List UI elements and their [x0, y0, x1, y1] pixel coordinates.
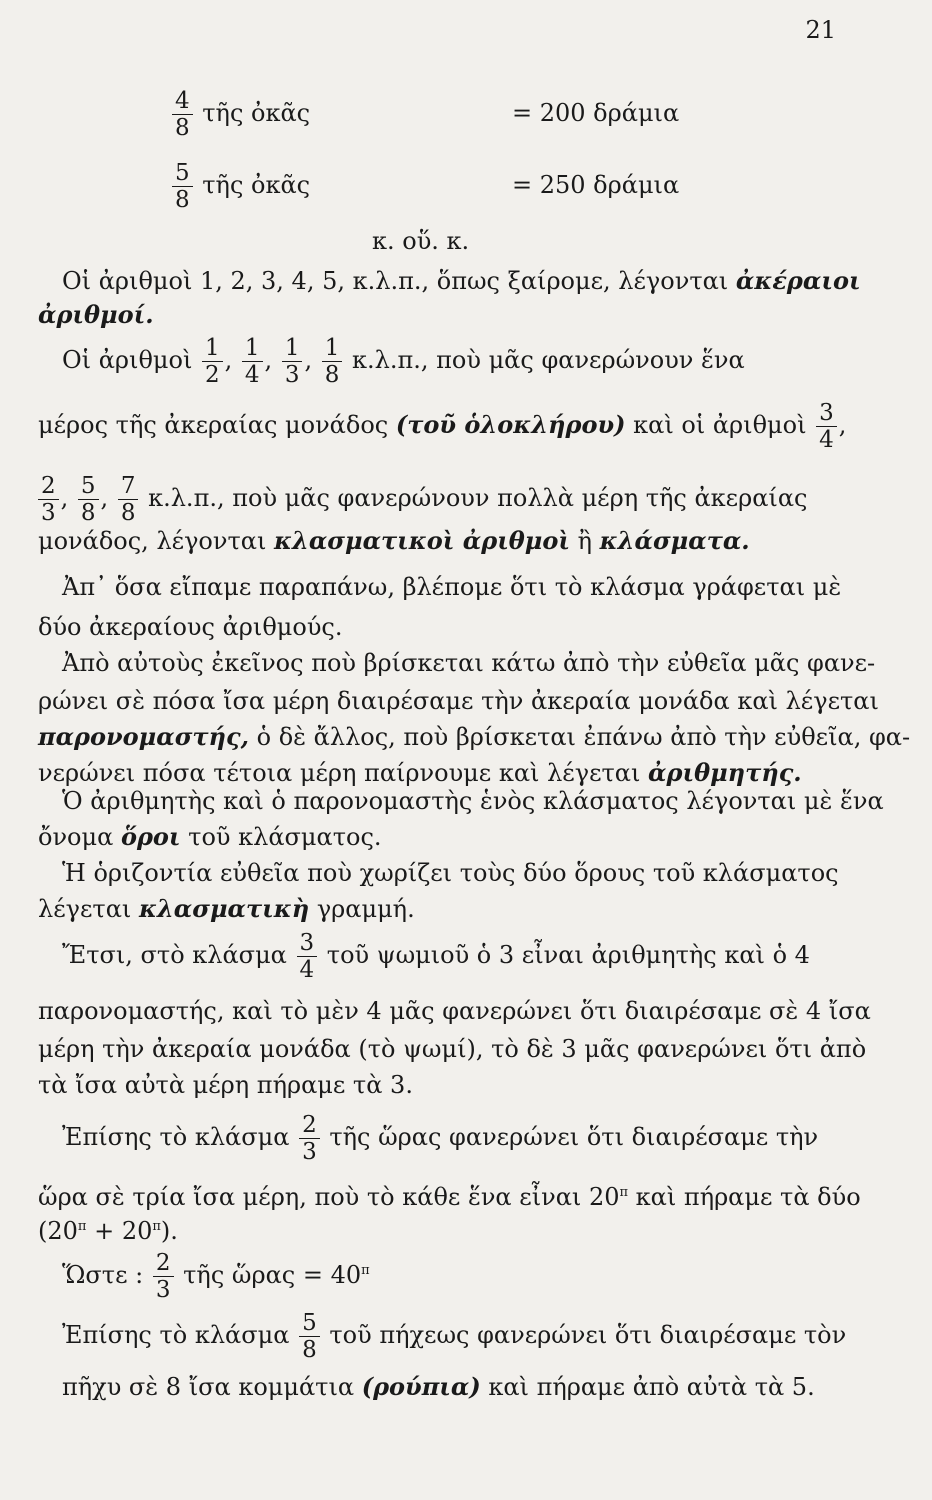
- paragraph-line: πῆχυ σὲ 8 ἴσα κομμάτια (ρούπια) καὶ πήραμε ἀπὸ αὐτὰ τὰ 5.: [62, 1372, 815, 1401]
- paragraph-line: τὰ ἴσα αὐτὰ μέρη πήραμε τὰ 3.: [38, 1071, 413, 1099]
- paragraph-line: λέγεται κλασματικὴ γραμμή.: [38, 894, 415, 923]
- paragraph-line: ἀριθμοί.: [38, 300, 154, 329]
- conversion-value: = 250 δράμια: [512, 171, 680, 199]
- paragraph-line: Ἀπὸ αὐτοὺς ἐκεῖνος ποὺ βρίσκεται κάτω ἀπὸ τὴν εὐθεῖα μᾶς φανε-: [62, 649, 876, 677]
- paragraph-line: $(20^\pi + 20^\pi)$.: [38, 1217, 178, 1245]
- paragraph-line: μονάδος, λέγονται κλασματικοὶ ἀριθμοὶ ἢ κλάσματα.: [38, 526, 750, 555]
- paragraph-line: ὥρα σὲ τρία ἴσα μέρη, ποὺ τὸ κάθε ἕνα εἶναι $20^\pi$ καὶ πήραμε τὰ δύο: [38, 1183, 861, 1211]
- paragraph-line: μέρη τὴν ἀκεραία μονάδα (τὸ ψωμί), τὸ δὲ 3 μᾶς φανερώνει ὅτι ἀπὸ: [38, 1035, 867, 1063]
- paragraph-line: $\frac{2}{3}$ , $\frac{5}{8}$ , $\frac{7}{8}$ κ.λ.π., ποὺ μᾶς φανερώνουν πολλὰ μέρη τῆς ἀκεραίας: [36, 473, 807, 526]
- paragraph-line: Ἀπ᾽ ὅσα εἴπαμε παραπάνω, βλέπομε ὅτι τὸ κλάσμα γράφεται μὲ: [62, 573, 842, 601]
- etc-line: κ. οὕ. κ.: [372, 227, 470, 255]
- conversion-value: = 200 δράμια: [512, 99, 680, 127]
- fraction: $\frac{4}{8}$: [172, 88, 193, 141]
- page-number: 21: [805, 16, 836, 44]
- paragraph-line: νερώνει πόσα τέτοια μέρη παίρνουμε καὶ λέγεται ἀριθμητής.: [38, 758, 802, 787]
- paragraph-line: δύο ἀκεραίους ἀριθμούς.: [38, 613, 343, 641]
- paragraph-line: Οἱ ἀριθμοὶ 1, 2, 3, 4, 5, κ.λ.π., ὅπως ξαίρομε, λέγονται ἀκέραιοι: [62, 266, 861, 295]
- paragraph-line: παρονομαστής, καὶ τὸ μὲν 4 μᾶς φανερώνει ὅτι διαιρέσαμε σὲ 4 ἴσα: [38, 997, 871, 1025]
- paragraph-line: Ὁ ἀριθμητὴς καὶ ὁ παρονομαστὴς ἑνὸς κλάσματος λέγονται μὲ ἕνα: [62, 787, 884, 815]
- paragraph-line: Οἱ ἀριθμοὶ $\frac{1}{2}$ , $\frac{1}{4}$ , $\frac{1}{3}$ , $\frac{1}{8}$ κ.λ.π., ποὺ μᾶς φανερώνουν ἕνα: [62, 335, 745, 388]
- fraction: $\frac{5}{8}$: [172, 160, 193, 213]
- paragraph-line: Ἔτσι, στὸ κλάσμα $\frac{3}{4}$ τοῦ ψωμιοῦ ὁ 3 εἶναι ἀριθμητὴς καὶ ὁ 4: [62, 930, 810, 983]
- paragraph-line: Ἡ ὁριζοντία εὐθεῖα ποὺ χωρίζει τοὺς δύο ὅρους τοῦ κλάσματος: [62, 859, 839, 887]
- paragraph-line: ὄνομα ὅροι τοῦ κλάσματος.: [38, 822, 382, 851]
- paragraph-line: ρώνει σὲ πόσα ἴσα μέρη διαιρέσαμε τὴν ἀκεραία μονάδα καὶ λέγεται: [38, 687, 879, 715]
- paragraph-line: Ἐπίσης τὸ κλάσμα $\frac{2}{3}$ τῆς ὥρας φανερώνει ὅτι διαιρέσαμε τὴν: [62, 1112, 819, 1165]
- paragraph-line: παρονομαστής, ὁ δὲ ἄλλος, ποὺ βρίσκεται ἐπάνω ἀπὸ τὴν εὐθεῖα, φα-: [38, 722, 911, 751]
- conversion-row: $\frac{5}{8}$ τῆς ὀκᾶς: [170, 160, 310, 213]
- paragraph-line: Ὥστε : $\frac{2}{3}$ τῆς ὥρας = $40^\pi$: [62, 1250, 370, 1303]
- paragraph-line: Ἐπίσης τὸ κλάσμα $\frac{5}{8}$ τοῦ πήχεως φανερώνει ὅτι διαιρέσαμε τὸν: [62, 1310, 847, 1363]
- paragraph-line: μέρος τῆς ἀκεραίας μονάδος (τοῦ ὁλοκλήρου) καὶ οἱ ἀριθμοὶ $\frac{3}{4}$ ,: [38, 400, 847, 453]
- conversion-row: $\frac{4}{8}$ τῆς ὀκᾶς: [170, 88, 310, 141]
